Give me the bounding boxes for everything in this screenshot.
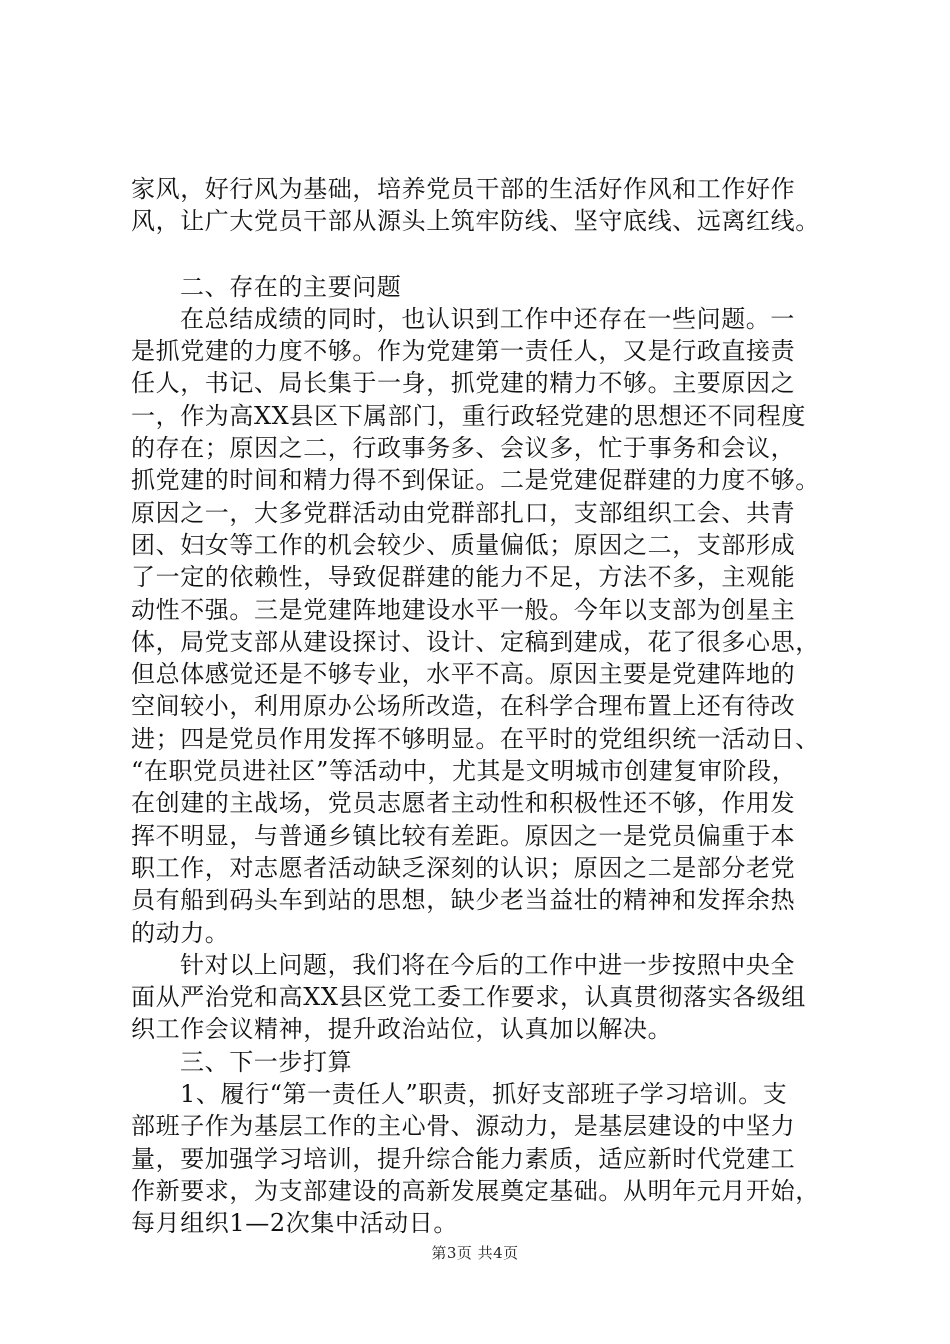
text-line: 抓党建的时间和精力得不到保证。二是党建促群建的力度不够。: [131, 466, 820, 495]
text-line: 每月组织1—2次集中活动日。: [131, 1209, 458, 1238]
text-line: 挥不明显，与普通乡镇比较有差距。原因之一是党员偏重于本: [131, 821, 796, 850]
text-line: 是抓党建的力度不够。作为党建第一责任人，又是行政直接责: [131, 337, 796, 366]
text-line: 在总结成绩的同时，也认识到工作中还存在一些问题。一: [180, 304, 795, 333]
text-line: 在创建的主战场，党员志愿者主动性和积极性还不够，作用发: [131, 789, 796, 818]
section-heading: 二、存在的主要问题: [180, 272, 402, 301]
text-line: 作新要求，为支部建设的高新发展奠定基础。从明年元月开始，: [131, 1176, 820, 1205]
section-heading: 三、下一步打算: [180, 1047, 353, 1076]
text-line: 但总体感觉还是不够专业，水平不高。原因主要是党建阵地的: [131, 660, 796, 689]
text-line: 体，局党支部从建设探讨、设计、定稿到建成，花了很多心思，: [131, 627, 820, 656]
text-line: 进；四是党员作用发挥不够明显。在平时的党组织统一活动日、: [131, 724, 820, 753]
text-line: 面从严治党和高XX县区党工委工作要求，认真贯彻落实各级组: [131, 983, 806, 1012]
text-line: 风，让广大党员干部从源头上筑牢防线、坚守底线、远离红线。: [131, 207, 820, 236]
text-line: 的存在；原因之二，行政事务多、会议多，忙于事务和会议，: [131, 434, 796, 463]
text-line: 量，要加强学习培训，提升综合能力素质，适应新时代党建工: [131, 1144, 796, 1173]
document-body: [131, 173, 831, 1240]
page-number-footer: 第3页 共4页: [431, 1244, 519, 1262]
text-line: 的动力。: [131, 918, 230, 947]
text-line: “在职党员进社区”等活动中，尤其是文明城市创建复审阶段，: [131, 757, 797, 786]
text-line: 部班子作为基层工作的主心骨、源动力，是基层建设的中坚力: [131, 1112, 796, 1141]
text-line: 针对以上问题，我们将在今后的工作中进一步按照中央全: [180, 950, 795, 979]
text-line: 团、妇女等工作的机会较少、质量偏低；原因之二，支部形成: [131, 530, 796, 559]
text-line: 了一定的依赖性，导致促群建的能力不足，方法不多，主观能: [131, 563, 796, 592]
text-line: 员有船到码头车到站的思想，缺少老当益壮的精神和发挥余热: [131, 886, 796, 915]
paragraph-gap: [131, 238, 831, 271]
text-line: 一，作为高XX县区下属部门，重行政轻党建的思想还不同程度: [131, 401, 806, 430]
text-line: 动性不强。三是党建阵地建设水平一般。今年以支部为创星主: [131, 595, 796, 624]
text-line: 1、履行“第一责任人”职责，抓好支部班子学习培训。支: [180, 1080, 788, 1109]
text-line: 职工作，对志愿者活动缺乏深刻的认识；原因之二是部分老党: [131, 853, 796, 882]
text-line: 家风，好行风为基础，培养党员干部的生活好作风和工作好作: [131, 175, 796, 203]
text-line: 织工作会议精神，提升政治站位，认真加以解决。: [131, 1015, 673, 1044]
text-line: 空间较小，利用原办公场所改造，在科学合理布置上还有待改: [131, 692, 796, 721]
text-line: 原因之一，大多党群活动由党群部扎口，支部组织工会、共青: [131, 498, 796, 527]
text-line: 任人，书记、局长集于一身，抓党建的精力不够。主要原因之: [131, 369, 796, 398]
